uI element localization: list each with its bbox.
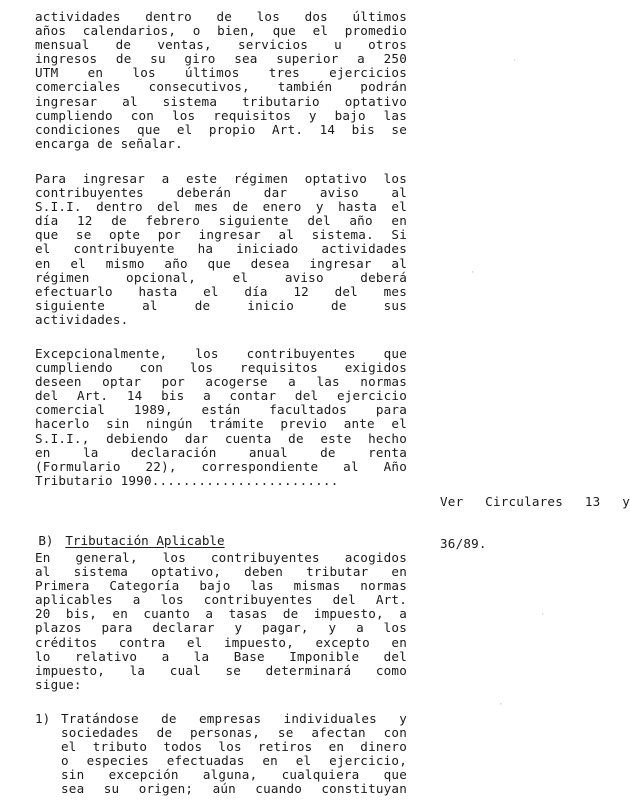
section-title: Tributación Aplicable — [65, 533, 225, 549]
text-line: lo relativo a la Base Imponible del — [35, 648, 407, 664]
text-line: ingresar al sistema tributario optativo — [35, 93, 407, 109]
text-line: Primera Categoría bajo las mismas normas — [35, 578, 407, 594]
text-line: comercial 1989, están facultados para — [35, 402, 407, 418]
text-line: sigue: — [35, 676, 82, 692]
margin-note-line: Ver Circulares 13 y — [440, 494, 630, 510]
text-line: mensual de ventas, servicios u otros — [35, 37, 407, 53]
text-line: deseen optar por acogerse a las normas — [35, 374, 407, 390]
text-line: 20 bis, en cuanto a tasas de impuesto, a — [35, 606, 407, 622]
text-line: sin excepción alguna, cualquiera que — [61, 767, 407, 783]
text-line: plazos para declarar y pagar, y a los — [35, 620, 407, 636]
text-line: el contribuyente ha iniciado actividades — [35, 241, 407, 257]
paragraph-1 — [35, 10, 407, 151]
text-line: Tributario 1990........................ — [35, 472, 339, 488]
text-line: sociedades de personas, se afectan con — [61, 725, 407, 741]
margin-note — [440, 467, 630, 580]
text-line: día 12 de febrero siguiente del año en — [35, 213, 407, 229]
text-line: al sistema optativo, deben tributar en — [35, 564, 407, 580]
text-line: del Art. 14 bis a contar del ejercicio — [35, 388, 407, 404]
scan-speck: · — [498, 700, 504, 710]
text-line: UTM en los últimos tres ejercicios — [35, 65, 407, 81]
text-line: S.I.I. dentro del mes de enero y hasta el — [35, 199, 407, 215]
text-line: encarga de señalar. — [35, 135, 183, 151]
text-line: créditos contra el impuesto, excepto en — [35, 634, 407, 650]
text-line: En general, los contribuyentes acogidos — [35, 550, 407, 565]
text-line: Para ingresar a este régimen optativo los — [35, 171, 407, 186]
text-line: cumpliendo con los requisitos y bajo las — [35, 107, 407, 123]
text-line: actividades. — [35, 311, 129, 327]
paragraph-2 — [35, 172, 407, 327]
scan-speck: · — [512, 56, 518, 66]
text-line: el tributo todos los retiros en dinero — [61, 739, 407, 755]
text-line: (Formulario 22), correspondiente al Año — [35, 458, 407, 474]
text-line: S.I.I., debiendo dar cuenta de este hecho — [35, 430, 407, 446]
text-line: años calendarios, o bien, que el promedio — [35, 23, 407, 39]
text-line: hacerlo sin ningún trámite previo ante el — [35, 416, 407, 432]
text-line: comerciales consecutivos, también podrán — [35, 79, 407, 95]
text-line: régimen opcional, el aviso deberá — [35, 269, 407, 285]
text-line: en la declaración anual de renta — [35, 444, 407, 460]
scan-speck: · — [470, 268, 476, 278]
text-line: sea su origen; aún cuando constituyan — [61, 781, 407, 797]
text-line: que se opte por ingresar al sistema. Si — [35, 227, 407, 243]
text-line: impuesto, la cual se determinará como — [35, 662, 407, 678]
margin-note-line: 36/89. — [440, 536, 487, 552]
list-number: 1) — [35, 711, 51, 726]
text-line: Tratándose de empresas individuales y — [61, 711, 407, 726]
scan-speck: · — [540, 610, 546, 620]
list-item-text — [61, 712, 407, 797]
text-line: efectuarlo hasta el día 12 del mes — [35, 283, 407, 299]
text-line: o especies efectuadas en el ejercicio, — [61, 753, 407, 769]
text-line: Excepcionalmente, los contribuyentes que — [35, 346, 407, 361]
text-line: contribuyentes deberán dar aviso al — [35, 185, 407, 201]
text-line: en el mismo año que desea ingresar al — [35, 255, 407, 271]
paragraph-4 — [35, 551, 407, 692]
paragraph-3 — [35, 347, 407, 488]
section-letter: B) — [38, 533, 54, 549]
text-line: condiciones que el propio Art. 14 bis se — [35, 121, 407, 137]
text-line: cumpliendo con los requisitos exigidos — [35, 360, 407, 376]
text-line: ingresos de su giro sea superior a 250 — [35, 51, 407, 67]
text-line: actividades dentro de los dos últimos — [35, 9, 407, 24]
text-line: aplicables a los contribuyentes del Art. — [35, 592, 407, 608]
text-line: siguiente al de inicio de sus — [35, 297, 407, 313]
